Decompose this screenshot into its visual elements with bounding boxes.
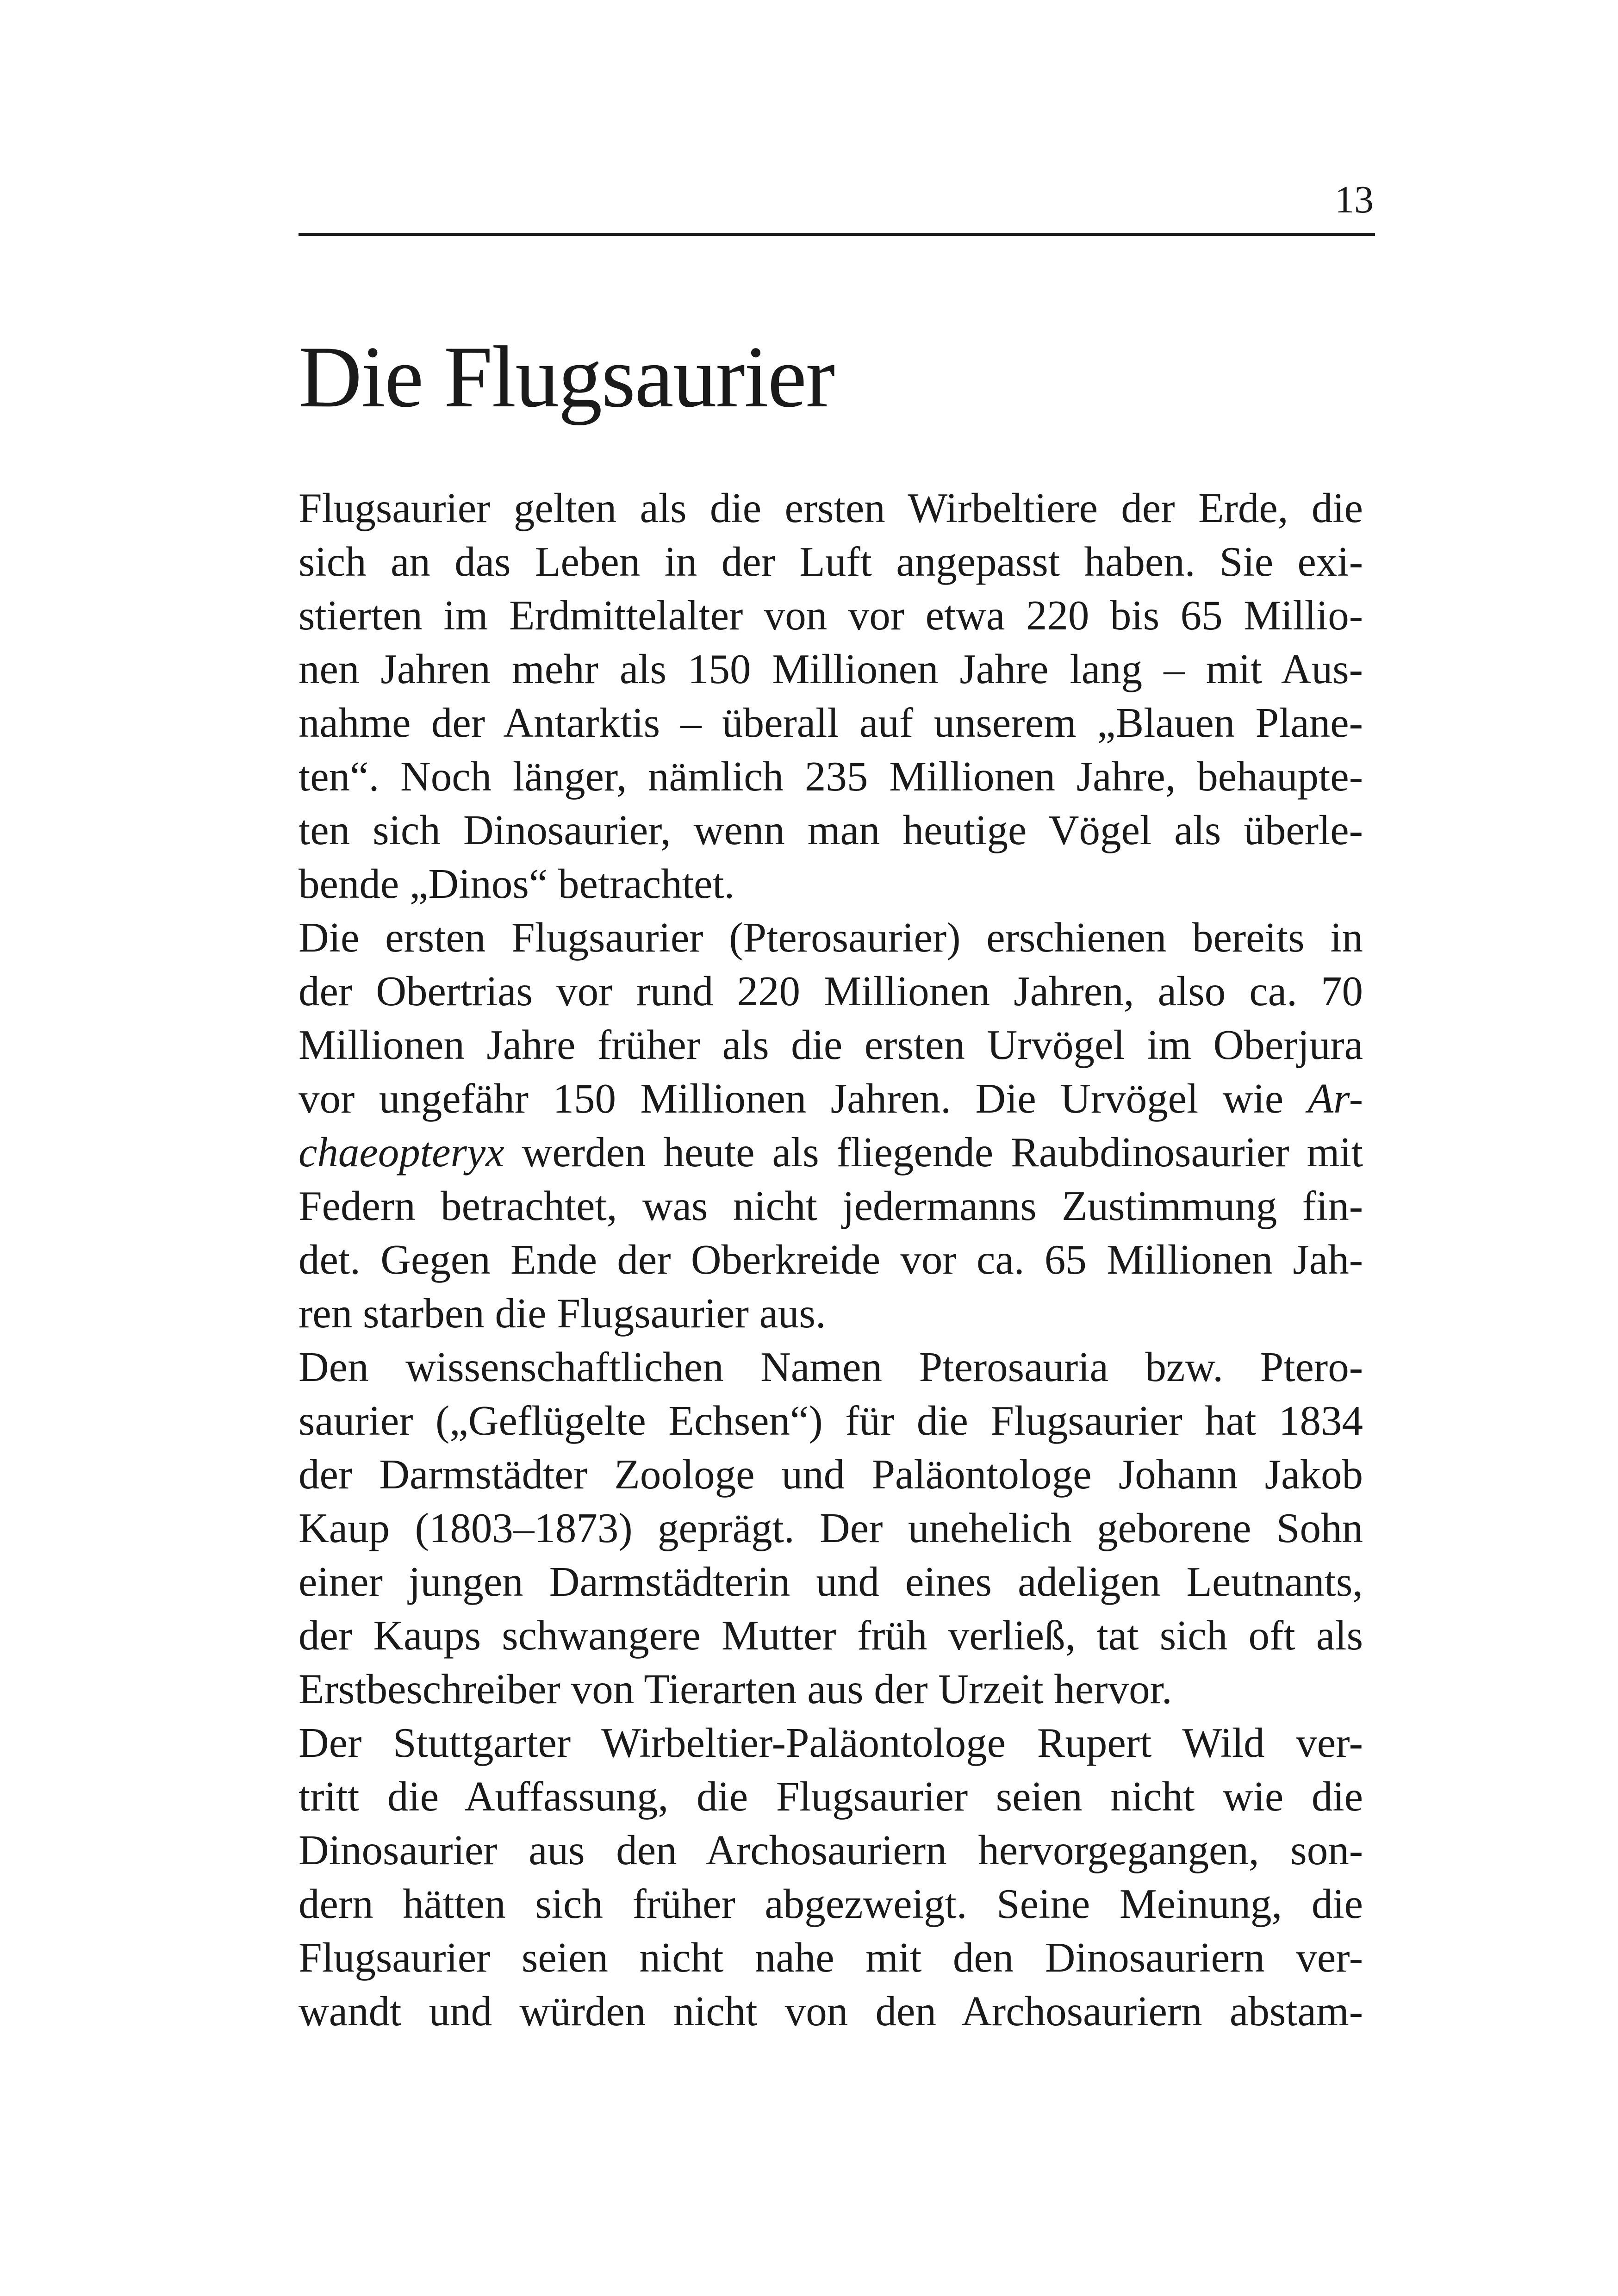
text-line (299, 1126, 1363, 1179)
text-segment: werden heute als fliegende Raubdinosaurier mit (504, 1129, 1363, 1176)
text-line: Erstbeschreiber von Tierarten aus der Urzeit hervor. (299, 1666, 1172, 1712)
italic-term: chaeopteryx (299, 1129, 504, 1176)
body-text (299, 481, 1363, 2038)
text-line: der Obertrias vor rund 220 Millionen Jahren, also ca. 70 (299, 968, 1363, 1014)
text-line (299, 1072, 1363, 1126)
text-line: tritt die Auffassung, die Flugsaurier seien nicht wie die (299, 1773, 1363, 1820)
text-line: einer jungen Darmstädterin und eines adeligen Leutnants, (299, 1558, 1363, 1605)
text-line: der Darmstädter Zoologe und Paläontologe Johann Jakob (299, 1451, 1363, 1498)
text-line: Die ersten Flugsaurier (Pterosaurier) erschienen bereits in (299, 914, 1363, 961)
text-line: det. Gegen Ende der Oberkreide vor ca. 65 Millionen Jah- (299, 1236, 1363, 1283)
text-line: stierten im Erdmittelalter von vor etwa 220 bis 65 Millio- (299, 592, 1363, 639)
page-number: 13 (1335, 178, 1374, 221)
chapter-title: Die Flugsaurier (299, 329, 834, 426)
text-line: nahme der Antarktis – überall auf unserem „Blauen Plane- (299, 699, 1363, 746)
italic-term: Ar- (1307, 1075, 1363, 1122)
text-line: ten sich Dinosaurier, wenn man heutige Vögel als überle- (299, 807, 1363, 853)
text-line: Der Stuttgarter Wirbeltier-Paläontologe Rupert Wild ver- (299, 1719, 1363, 1766)
text-line: Flugsaurier seien nicht nahe mit den Dinosauriern ver- (299, 1934, 1363, 1981)
header-rule (299, 233, 1375, 236)
text-line: ten“. Noch länger, nämlich 235 Millionen Jahre, behaupte- (299, 753, 1363, 800)
text-line: wandt und würden nicht von den Archosauriern abstam- (299, 1988, 1363, 2035)
text-line: Flugsaurier gelten als die ersten Wirbeltiere der Erde, die (299, 485, 1363, 531)
text-line: Dinosaurier aus den Archosauriern hervorgegangen, son- (299, 1827, 1363, 1873)
text-line: sich an das Leben in der Luft angepasst haben. Sie exi- (299, 538, 1363, 585)
text-line: Millionen Jahre früher als die ersten Urvögel im Oberjura (299, 1021, 1363, 1068)
text-line: bende „Dinos“ betrachtet. (299, 860, 735, 907)
text-line: der Kaups schwangere Mutter früh verließ, tat sich oft als (299, 1612, 1363, 1659)
text-line: Kaup (1803–1873) geprägt. Der unehelich geborene Sohn (299, 1505, 1363, 1551)
text-line: ren starben die Flugsaurier aus. (299, 1290, 826, 1337)
text-line: nen Jahren mehr als 150 Millionen Jahre lang – mit Aus- (299, 646, 1363, 692)
text-line: saurier („Geflügelte Echsen“) für die Flugsaurier hat 1834 (299, 1397, 1363, 1444)
text-line: Federn betrachtet, was nicht jedermanns Zustimmung fin- (299, 1182, 1363, 1229)
text-segment: vor ungefähr 150 Millionen Jahren. Die Urvögel wie (299, 1075, 1308, 1122)
text-line: Den wissenschaftlichen Namen Pterosauria bzw. Ptero- (299, 1344, 1363, 1390)
text-line: dern hätten sich früher abgezweigt. Seine Meinung, die (299, 1880, 1363, 1927)
